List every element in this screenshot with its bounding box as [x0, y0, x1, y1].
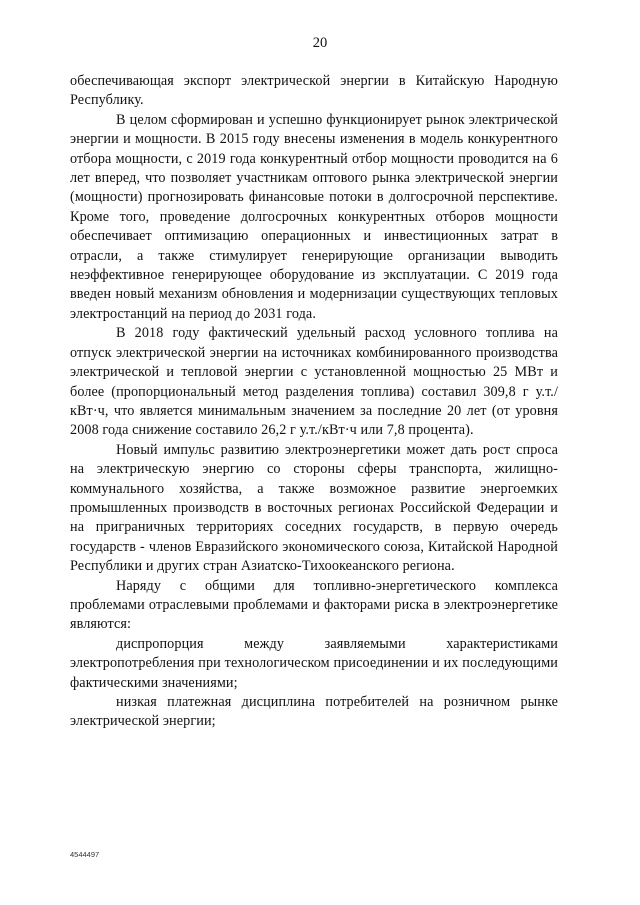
list-item-payment-discipline: низкая платежная дисциплина потребителей на розничном рынке электрической энергии;: [70, 694, 558, 730]
document-code: 4544497: [70, 850, 100, 859]
document-body: [70, 72, 558, 732]
paragraph-risk-factors-intro: Наряду с общими для топливно-энергетического комплекса проблемами отраслевыми проблемами и факторами риска в электроэнергетике являются:: [70, 577, 558, 633]
page-number: 20: [312, 35, 328, 51]
list-item-disproportion: диспропорция между заявляемыми характеристиками электропотребления при технологическом присоединении и их последующими фактическими значениями;: [70, 635, 558, 691]
paragraph-electricity-market: В целом сформирован и успешно функционирует рынок электрической энергии и мощности. В 2015 году внесены изменения в модель конкурентного отбора мощности, с 2019 года конкурентный отбор мощности проводится на 6 лет вперед, что позволяет участникам оптового рынка электрической энергии (мощности) прогнозировать финансовые потоки в долгосрочной перспективе. Кроме того, проведение долгосрочных конкурентных отборов мощности обеспечивает оптимизацию операционных и инвестиционных затрат в отрасли, а также стимулирует генерирующие организации выводить неэффективное генерирующее оборудование из эксплуатации. С 2019 года введен новый механизм обновления и модернизации существующих тепловых электростанций на период до 2031 года.: [70, 111, 558, 322]
paragraph-continuation: обеспечивающая экспорт электрической энергии в Китайскую Народную Республику.: [70, 73, 558, 109]
paragraph-fuel-consumption: В 2018 году фактический удельный расход условного топлива на отпуск электрической энергии на источниках комбинированного производства электрической и тепловой энергии с установленной мощностью 25 МВт и более (пропорциональный метод разделения топлива) составил 309,8 г у.т./кВт·ч, что является минимальным значением за последние 20 лет (от уровня 2008 года снижение составило 26,2 г у.т./кВт·ч или 7,8 процента).: [70, 325, 558, 439]
paragraph-demand-growth: Новый импульс развитию электроэнергетики может дать рост спроса на электрическую энергию со стороны сферы транспорта, жилищно-коммунального хозяйства, а также возможное развитие энергоемких промышленных производств в восточных регионах Российской Федерации и на приграничных территориях соседних государств, в первую очередь государств - членов Евразийского экономического союза, Китайской Народной Республики и других стран Азиатско-Тихоокеанского региона.: [70, 441, 558, 575]
